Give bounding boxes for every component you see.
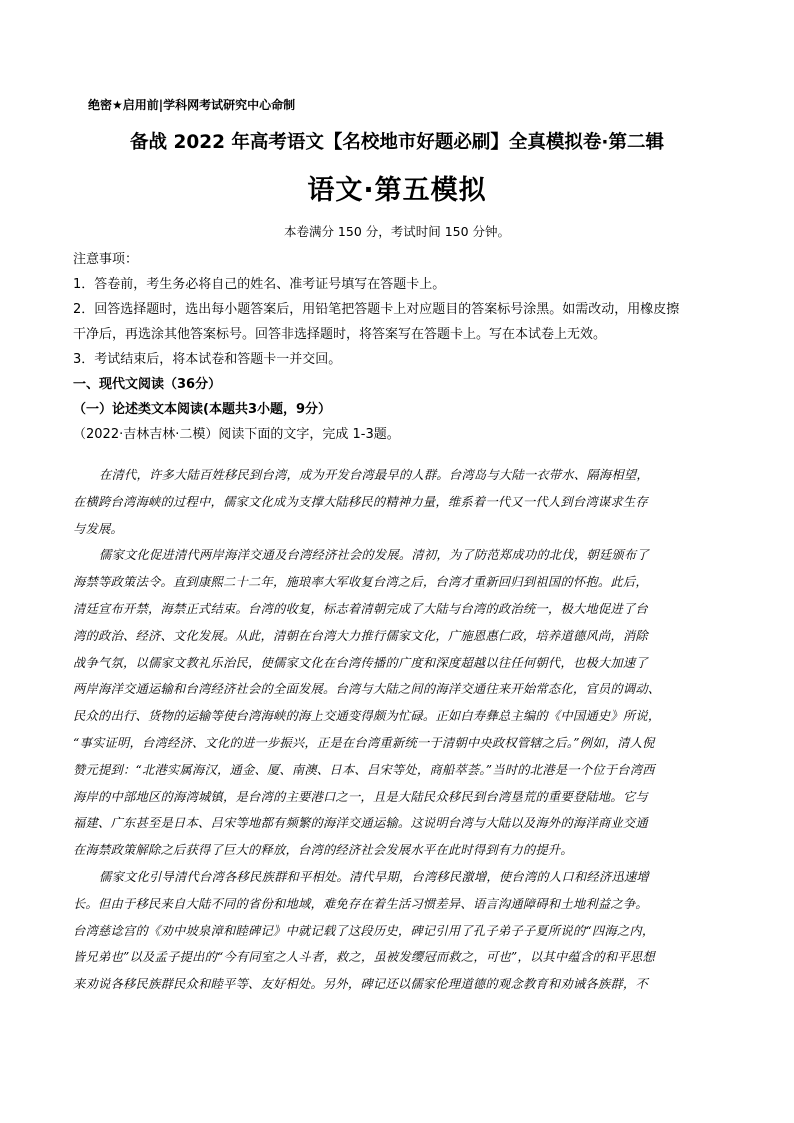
passage-line: 两岸海洋交通运输和台湾经济社会的全面发展。台湾与大陆之间的海洋交通往来开始常态化，官员的调动、: [73, 682, 661, 697]
passage-line: 在清代，许多大陆百姓移民到台湾，成为开发台湾最早的人群。台湾岛与大陆一衣带水、隔海相望，: [99, 468, 649, 482]
note-line: 2．回答选择题时，选出每小题答案后，用铅笔把答题卡上对应题目的答案标号涂黑。如需改动，用橡皮擦: [73, 302, 680, 317]
passage-line: 皆兄弟也”以及孟子提出的“今有同室之人斗者，救之，虽被发缨冠而救之，可也”，以其中蕴含的和平思想: [73, 950, 655, 965]
section-heading: 一、现代文阅读（36分）: [73, 377, 222, 392]
passage-line: 海岸的中部地区的海湾城镇，是台湾的主要港口之一，且是大陆民众移民到台湾垦荒的重要登陆地。它与: [73, 789, 648, 804]
passage-line: 在横跨台湾海峡的过程中，儒家文化成为支撑大陆移民的精神力量，维系着一代又一代人到台湾谋求生存: [73, 494, 648, 509]
confidential-label: 绝密★启用前|学科网考试研究中心命制: [88, 98, 296, 112]
passage-line: 来劝说各移民族群民众和睦平等、友好相处。另外，碑记还以儒家伦理道德的观念教育和劝诫各族群，不: [73, 977, 648, 992]
passage-line: 儒家文化促进清代两岸海洋交通及台湾经济社会的发展。清初，为了防范郑成功的北伐，朝廷颁布了: [99, 548, 649, 563]
reading-passage: [73, 462, 733, 998]
passage-line: “事实证明，台湾经济、文化的进一步振兴，正是在台湾重新统一于清朝中央政权管辖之后。”例如，清人倪: [73, 735, 655, 750]
passage-line: 民众的出行、货物的运输等使台湾海峡的海上交通变得颇为忙碌。正如白寿彝总主编的《中国通史》所说，: [73, 709, 661, 724]
passage-line: 长。但由于移民来自大陆不同的省份和地域，难免存在着生活习惯差异、语言沟通障碍和土地利益之争。: [73, 896, 648, 911]
passage-line: 台湾慈谂宫的《劝中坡泉漳和睦碑记》中就记载了这段历史，碑记引用了孔子弟子子夏所说的“四海之内，: [73, 923, 655, 938]
passage-line: 清廷宣布开禁，海禁正式结束。台湾的收复，标志着清朝完成了大陆与台湾的政治统一，极大地促进了台: [73, 601, 648, 616]
passage-line: 赞元提到：“北港实属海汉，通金、厦、南澳、日本、吕宋等处，商船萃荟。”当时的北港是一个位于台湾西: [73, 762, 655, 777]
passage-line: 儒家文化引导清代台湾各移民族群和平相处。清代早期，台湾移民激增，使台湾的人口和经济迅速增: [99, 869, 649, 884]
passage-line: 海禁等政策法令。直到康熙二十二年，施琅率大军收复台湾之后，台湾才重新回归到祖国的怀抱。此后，: [73, 575, 648, 590]
exam-info: 本卷满分 150 分，考试时间 150 分钟。: [283, 224, 511, 239]
subsection-heading: （一）论述类文本阅读(本题共3小题，9分）: [73, 402, 332, 417]
passage-line: 与发展。: [73, 521, 123, 536]
series-title: 备战 2022 年高考语文【名校地市好题必刷】全真模拟卷·第二辑: [130, 132, 664, 153]
passage-line: 福建、广东甚至是日本、吕宋等地都有频繁的海洋交通运输。这说明台湾与大陆以及海外的海洋商业交通: [73, 816, 648, 831]
note-line: 1．答卷前，考生务必将自己的姓名、准考证号填写在答题卡上。: [73, 277, 446, 292]
notes-section: [73, 247, 723, 447]
passage-line: 战争气氛，以儒家文教礼乐治民，使儒家文化在台湾传播的广度和深度超越以往任何朝代，也极大加速了: [73, 655, 648, 670]
notes-heading: 注意事项：: [73, 252, 139, 267]
page-title: 语文·第五模拟: [307, 175, 487, 206]
note-line: 3．考试结束后，将本试卷和答题卡一并交回。: [73, 352, 342, 367]
passage-line: 在海禁政策解除之后获得了巨大的释放，台湾的经济社会发展水平在此时得到有力的提升。: [73, 843, 573, 858]
passage-line: 湾的政治、经济、文化发展。从此，清朝在台湾大力推行儒家文化，广施恩惠仁政，培养道德风尚，消除: [73, 628, 648, 643]
question-source: （2022·吉林吉林·二模）阅读下面的文字，完成 1-3题。: [73, 427, 400, 442]
note-line: 干净后，再选涂其他答案标号。回答非选择题时，将答案写在答题卡上。写在本试卷上无效。: [73, 327, 607, 342]
